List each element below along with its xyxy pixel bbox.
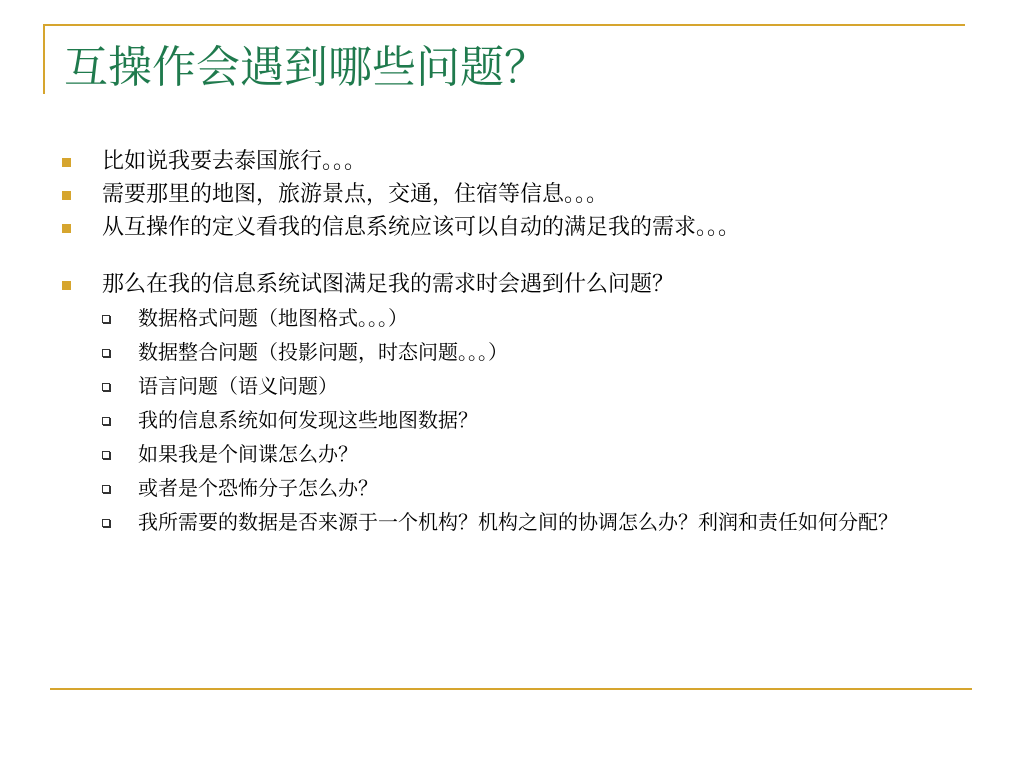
bullet-text: 需要那里的地图，旅游景点，交通，住宿等信息。。。 [102,182,609,207]
top-divider [43,24,965,26]
sub-bullet-text: 数据格式问题（地图格式。。。） [138,306,408,330]
square-bullet-icon [62,224,71,233]
bottom-divider [50,688,972,690]
sub-bullet-item [100,508,962,537]
sub-bullet-text: 我所需要的数据是否来源于一个机构？机构之间的协调怎么办？利润和责任如何分配？ [138,510,898,534]
hollow-square-bullet-icon [102,485,110,493]
sub-bullet-text: 数据整合问题（投影问题，时态问题。。。） [138,340,508,364]
spacer [62,242,962,270]
sub-bullet-item [100,304,962,333]
hollow-square-bullet-icon [102,349,110,357]
bullet-item [62,270,962,299]
sub-bullet-text: 语言问题（语义问题） [138,374,338,398]
slide-body [62,147,962,537]
bullet-text: 从互操作的定义看我的信息系统应该可以自动的满足我的需求。。。 [102,215,741,240]
bullet-item [62,147,962,176]
sub-bullet-item [100,338,962,367]
sub-bullet-item [100,372,962,401]
hollow-square-bullet-icon [102,315,110,323]
bullet-item [62,213,962,242]
sub-bullet-text: 我的信息系统如何发现这些地图数据？ [138,408,478,432]
square-bullet-icon [62,158,71,167]
hollow-square-bullet-icon [102,417,110,425]
square-bullet-icon [62,281,71,290]
sub-bullet-item [100,474,962,503]
hollow-square-bullet-icon [102,519,110,527]
slide-title: 互操作会遇到哪些问题？ [64,42,548,93]
sub-bullet-text: 或者是个恐怖分子怎么办？ [138,476,378,500]
bullet-item [62,180,962,209]
hollow-square-bullet-icon [102,383,110,391]
hollow-square-bullet-icon [102,451,110,459]
bullet-text: 比如说我要去泰国旅行。。。 [102,149,367,174]
left-divider [43,24,45,94]
bullet-text: 那么在我的信息系统试图满足我的需求时会遇到什么问题？ [102,272,675,297]
square-bullet-icon [62,191,71,200]
sub-bullet-item [100,406,962,435]
sub-bullet-item [100,440,962,469]
sub-bullet-text: 如果我是个间谍怎么办？ [138,442,358,466]
